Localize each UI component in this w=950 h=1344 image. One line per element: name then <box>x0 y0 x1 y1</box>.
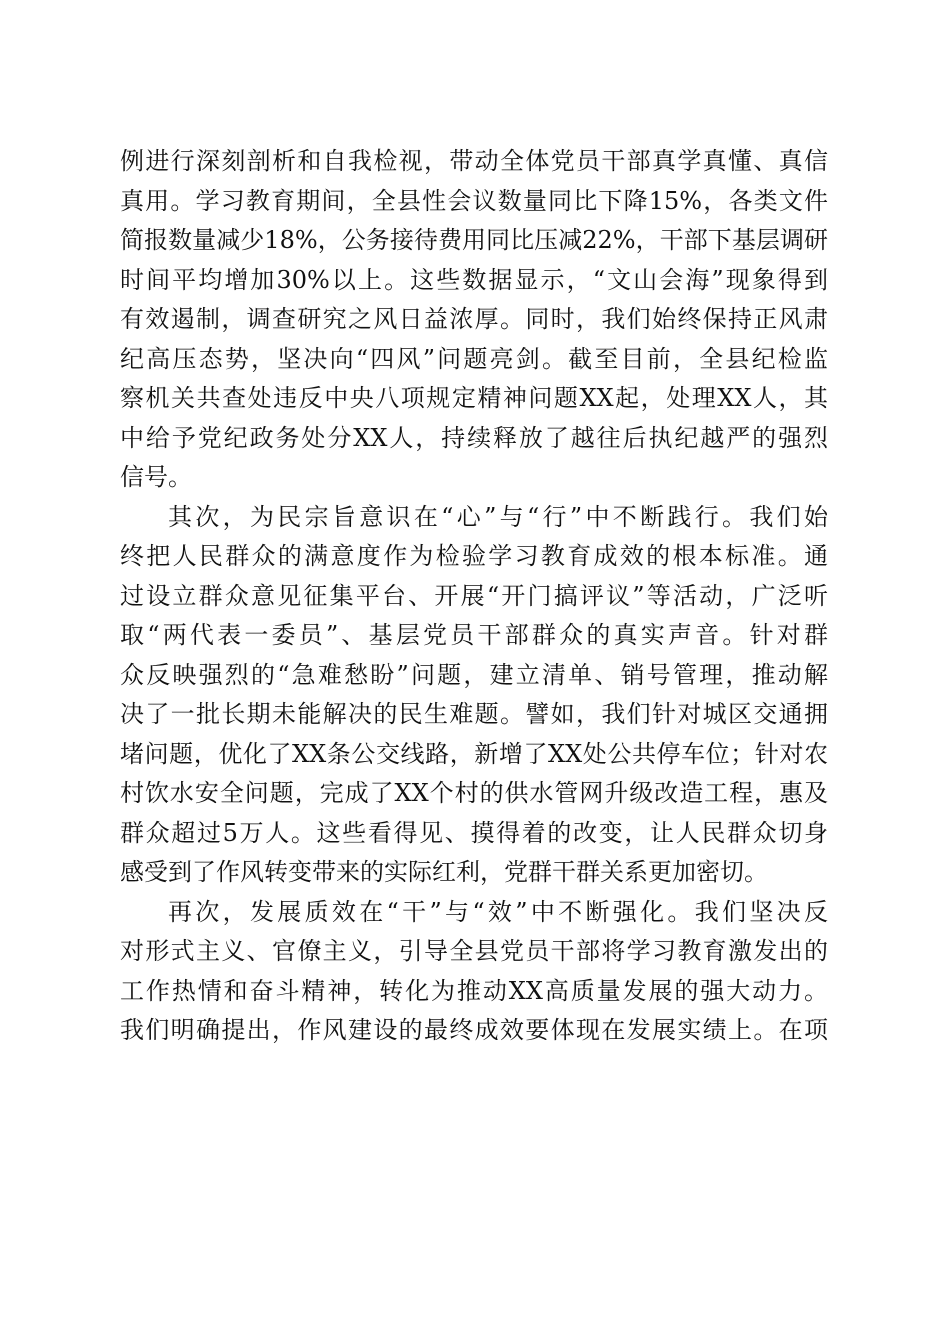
document-body <box>120 142 828 1051</box>
text-line: 对形式主义、官僚主义，引导全县党员干部将学习教育激发出的 <box>120 937 828 965</box>
text-line: 真用。学习教育期间，全县性会议数量同比下降15%，各类文件 <box>120 186 828 215</box>
text-line: 例进行深刻剖析和自我检视，带动全体党员干部真学真懂、真信 <box>120 147 828 175</box>
text-line: 工作热情和奋斗精神，转化为推动XX高质量发展的强大动力。 <box>120 976 828 1005</box>
text-line: 简报数量减少18%，公务接待费用同比压减22%，干部下基层调研 <box>120 226 828 254</box>
text-line: 群众超过5万人。这些看得见、摸得着的改变，让人民群众切身 <box>120 818 828 847</box>
text-line: 过设立群众意见征集平台、开展“开门搞评议”等活动，广泛听 <box>120 581 828 610</box>
text-line: 堵问题，优化了XX条公交线路，新增了XX处公共停车位；针对农 <box>120 739 828 768</box>
text-line: 察机关共查处违反中央八项规定精神问题XX起，处理XX人，其 <box>120 384 828 412</box>
text-line: 信号。 <box>120 463 192 491</box>
text-line: 终把人民群众的满意度作为检验学习教育成效的根本标准。通 <box>120 542 828 570</box>
text-line: 时间平均增加30%以上。这些数据显示，“文山会海”现象得到 <box>120 265 828 294</box>
text-line: 感受到了作风转变带来的实际红利，党群干群关系更加密切。 <box>120 858 768 886</box>
text-line: 中给予党纪政务处分XX人，持续释放了越往后执纪越严的强烈 <box>120 423 828 452</box>
text-line: 决了一批长期未能解决的民生难题。譬如，我们针对城区交通拥 <box>120 700 828 728</box>
text-line: 有效遏制，调查研究之风日益浓厚。同时，我们始终保持正风肃 <box>120 305 828 333</box>
text-line: 我们明确提出，作风建设的最终成效要体现在发展实绩上。在项 <box>120 1016 828 1044</box>
text-line: 村饮水安全问题，完成了XX个村的供水管网升级改造工程，惠及 <box>120 779 828 807</box>
text-line: 取“两代表一委员”、基层党员干部群众的真实声音。针对群 <box>120 621 828 649</box>
paragraph-start-line: 再次，发展质效在“干”与“效”中不断强化。我们坚决反 <box>168 897 828 926</box>
text-line: 众反映强烈的“急难愁盼”问题，建立清单、销号管理，推动解 <box>120 660 828 689</box>
text-line: 纪高压态势，坚决向“四风”问题亮剑。截至目前，全县纪检监 <box>120 344 828 373</box>
paragraph-start-line: 其次，为民宗旨意识在“心”与“行”中不断践行。我们始 <box>168 502 828 531</box>
